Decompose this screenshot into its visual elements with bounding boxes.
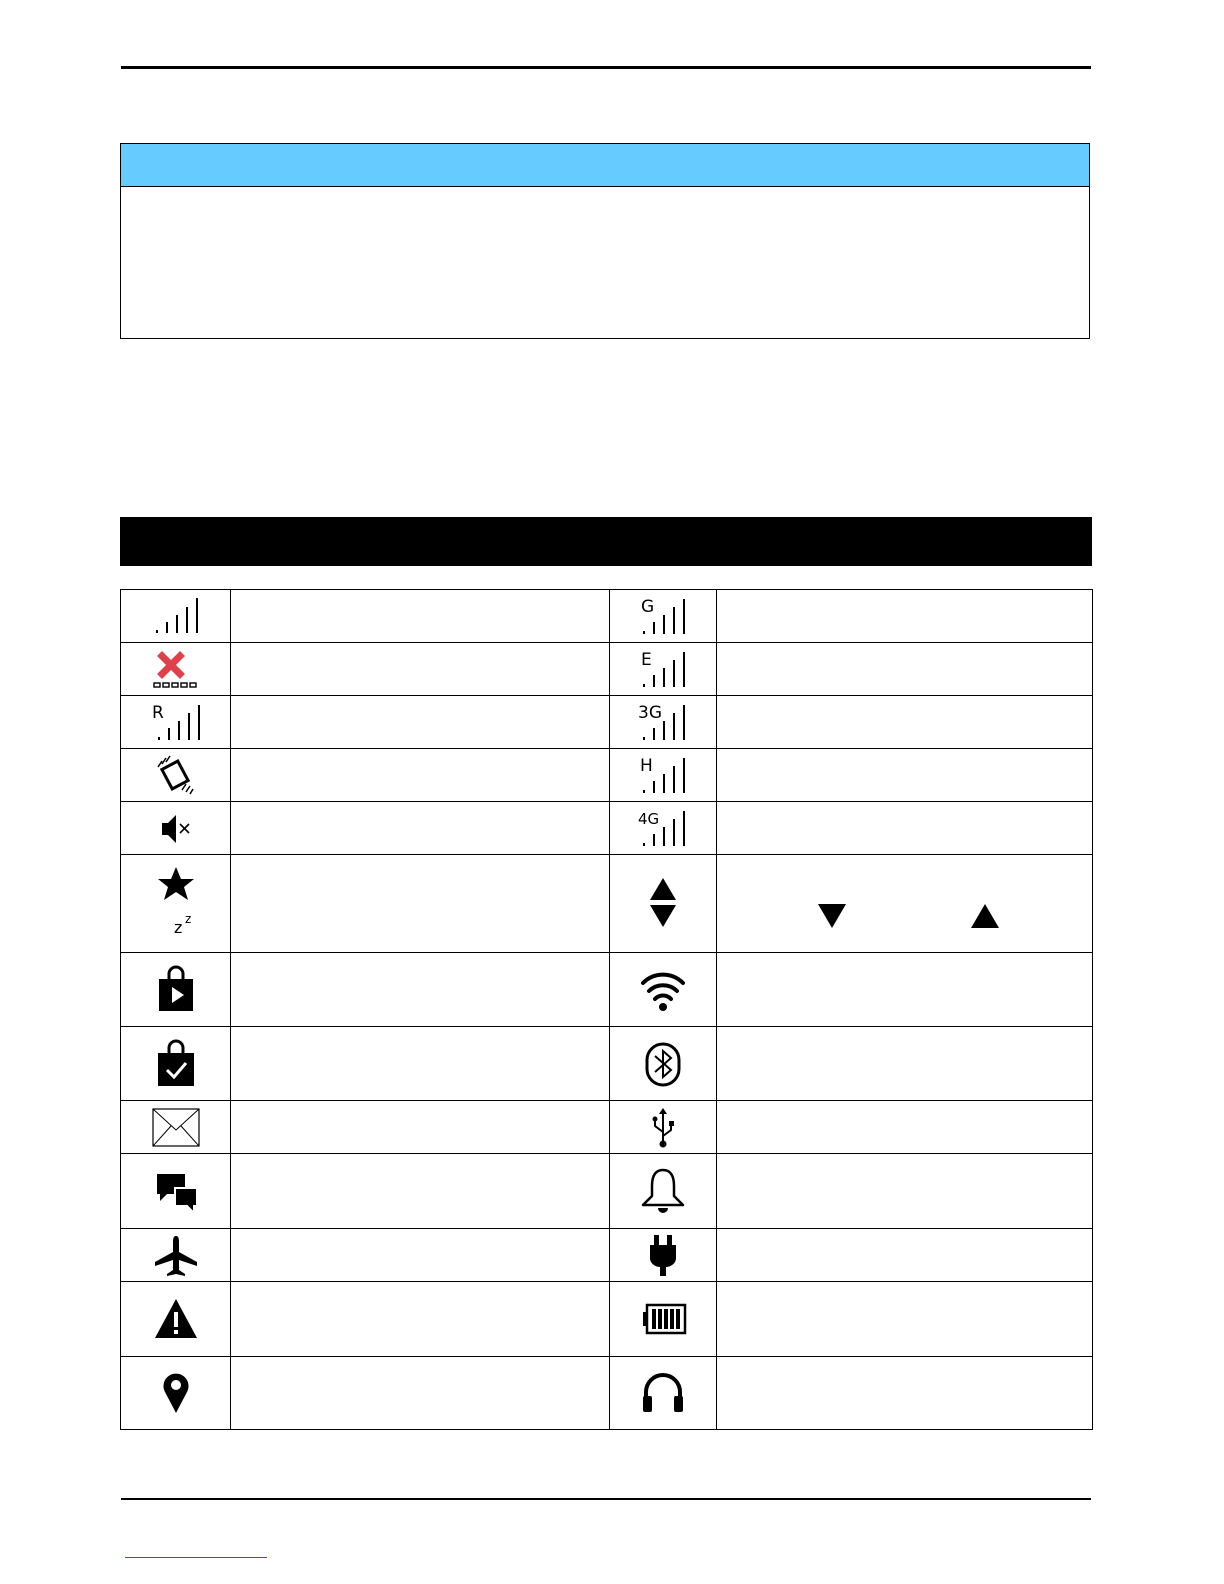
chat-icon [141, 1166, 211, 1216]
vibrate-icon [141, 752, 211, 798]
roaming-signal-icon [141, 699, 211, 745]
svg-text:z: z [173, 917, 182, 937]
icon-cell [121, 1027, 231, 1101]
icon-cell [121, 1357, 231, 1430]
mute-icon [141, 805, 211, 851]
table-row [121, 1101, 1093, 1154]
hspa-signal-icon [628, 752, 698, 798]
icon-cell [121, 696, 231, 749]
table-row [121, 802, 1093, 855]
description-cell [717, 1154, 1093, 1229]
icon-cell [121, 855, 231, 953]
icon-cell [121, 590, 231, 643]
status-icon-table [120, 589, 1093, 1430]
location-pin-icon [141, 1368, 211, 1418]
icon-cell [610, 1282, 717, 1357]
signal-strength-icon [141, 593, 211, 639]
icon-cell [610, 953, 717, 1027]
4g-signal-icon [628, 805, 698, 851]
icon-cell [610, 1357, 717, 1430]
icon-cell [121, 1282, 231, 1357]
svg-text:4G: 4G [638, 810, 660, 828]
store-update-icon [141, 1039, 211, 1089]
svg-text:G: G [641, 597, 655, 617]
icon-cell [610, 802, 717, 855]
envelope-icon [141, 1104, 211, 1150]
footer-link-underline[interactable] [125, 1557, 267, 1558]
description-cell [231, 590, 610, 643]
description-cell [231, 1229, 610, 1282]
description-cell [717, 696, 1093, 749]
note-box-header [121, 144, 1089, 187]
star-icon [141, 863, 211, 903]
airplane-icon [141, 1232, 211, 1278]
description-cell [231, 1282, 610, 1357]
battery-full-icon [628, 1294, 698, 1344]
description-cell [717, 1027, 1093, 1101]
table-row [121, 643, 1093, 696]
description-cell [717, 953, 1093, 1027]
icon-cell [610, 1229, 717, 1282]
footer-rule [121, 1498, 1091, 1500]
icon-cell [610, 1154, 717, 1229]
svg-text:R: R [151, 703, 164, 723]
headset-icon [628, 1368, 698, 1418]
table-row [121, 1229, 1093, 1282]
icon-cell [610, 749, 717, 802]
table-row [121, 1357, 1093, 1430]
svg-text:3G: 3G [638, 703, 662, 723]
description-cell [717, 590, 1093, 643]
table-row [121, 855, 1093, 953]
wifi-icon [628, 965, 698, 1015]
usb-icon [628, 1104, 698, 1150]
description-cell [231, 1154, 610, 1229]
description-cell [231, 802, 610, 855]
table-row [121, 1282, 1093, 1357]
description-cell [231, 953, 610, 1027]
alarm-bell-icon [628, 1166, 698, 1216]
table-row [121, 953, 1093, 1027]
table-row [121, 1154, 1093, 1229]
description-cell [717, 1101, 1093, 1154]
icon-cell [121, 1229, 231, 1282]
icon-cell [121, 749, 231, 802]
icon-cell [121, 643, 231, 696]
icon-cell [610, 1027, 717, 1101]
3g-signal-icon [628, 699, 698, 745]
edge-signal-icon [628, 646, 698, 692]
icon-cell [610, 590, 717, 643]
description-cell [717, 802, 1093, 855]
icon-cell [610, 1101, 717, 1154]
charger-plug-icon [628, 1232, 698, 1278]
arrow-down-icon [817, 903, 847, 929]
no-signal-icon [141, 646, 211, 692]
warning-icon [141, 1294, 211, 1344]
play-store-icon [141, 965, 211, 1015]
description-cell [231, 749, 610, 802]
description-cell [717, 1357, 1093, 1430]
icon-cell [121, 953, 231, 1027]
svg-text:H: H [640, 756, 653, 776]
table-row [121, 749, 1093, 802]
icon-cell [121, 1101, 231, 1154]
description-cell [231, 696, 610, 749]
description-cell [717, 1282, 1093, 1357]
svg-text:E: E [641, 650, 652, 670]
gprs-signal-icon [628, 593, 698, 639]
icon-cell [121, 1154, 231, 1229]
icon-cell [610, 855, 717, 953]
table-row [121, 1027, 1093, 1101]
svg-text:z: z [184, 911, 191, 926]
description-cell [717, 1229, 1093, 1282]
description-cell [717, 855, 1093, 953]
header-rule [121, 66, 1091, 69]
description-cell [717, 749, 1093, 802]
description-cell [231, 855, 610, 953]
icon-cell [610, 696, 717, 749]
description-cell [231, 1357, 610, 1430]
arrow-up-icon [970, 903, 1000, 929]
bluetooth-icon [628, 1039, 698, 1089]
icon-cell [610, 643, 717, 696]
description-cell [231, 1027, 610, 1101]
description-cell [231, 643, 610, 696]
table-row [121, 590, 1093, 643]
section-heading-bar [120, 517, 1092, 566]
data-transfer-icon [628, 874, 698, 934]
sleep-moon-icon [141, 903, 211, 949]
table-row [121, 696, 1093, 749]
description-cell [717, 643, 1093, 696]
icon-cell [121, 802, 231, 855]
description-cell [231, 1101, 610, 1154]
note-box [120, 143, 1090, 339]
